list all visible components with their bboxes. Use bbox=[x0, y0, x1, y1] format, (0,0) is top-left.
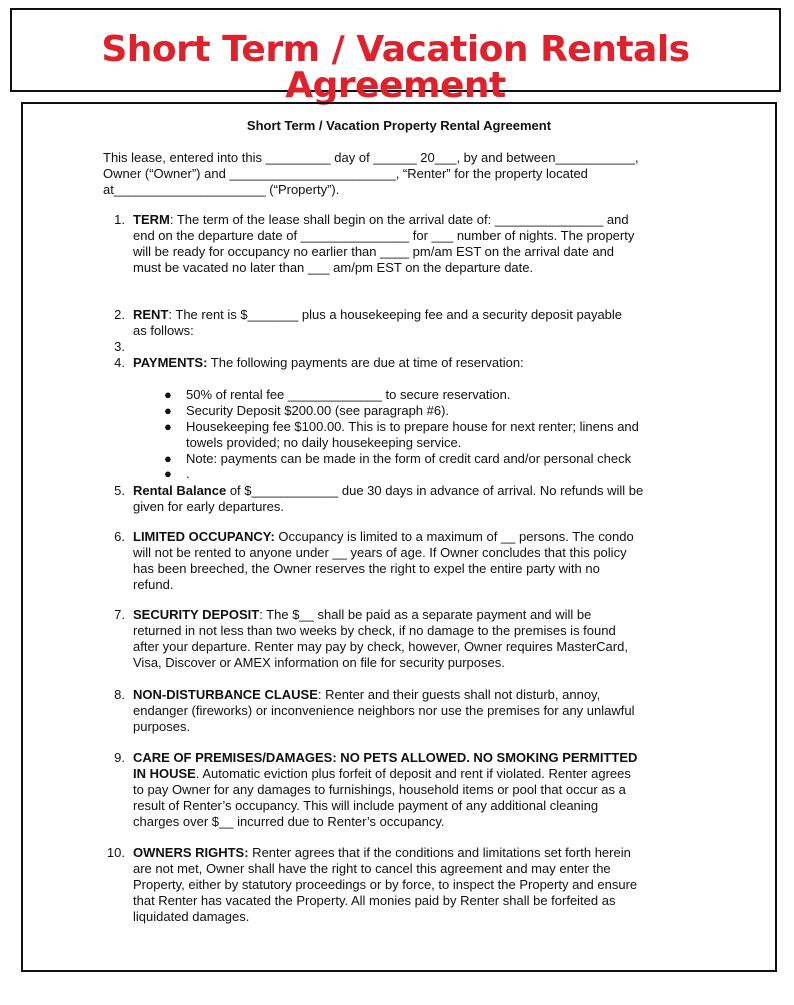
clause-text: Renter agrees that if the conditions and limitations set forth herein bbox=[248, 845, 631, 860]
bullet-text: 50% of rental fee _____________ to secure reservation. bbox=[186, 387, 511, 402]
clause-heading: NON-DISTURBANCE CLAUSE bbox=[133, 687, 318, 702]
clause-text: as follows: bbox=[133, 323, 194, 338]
clause-text: refund. bbox=[133, 577, 174, 592]
clause-text: Property, either by statutory proceedings or by force, to inspect the Property and ensure bbox=[133, 877, 638, 892]
payment-bullet bbox=[164, 403, 684, 419]
clause-number: 9. bbox=[114, 750, 125, 765]
clause-text: purposes. bbox=[133, 719, 191, 734]
clause-number: 2. bbox=[114, 307, 125, 322]
clause-text: . Automatic eviction plus forfeit of deposit and rent if violated. Renter agrees bbox=[195, 766, 631, 781]
clause-heading: PAYMENTS: bbox=[133, 355, 208, 370]
clause-text: that Renter has vacated the Property. All monies paid by Renter shall be forfeited as bbox=[133, 893, 616, 908]
clause-text: to pay Owner for any damages to furnishings, household items or pool that occur as a bbox=[133, 782, 626, 797]
bullet-icon: ● bbox=[164, 419, 172, 434]
banner-title: Short Term / Vacation Rentals Agreement bbox=[101, 29, 690, 106]
clause-number: 6. bbox=[114, 529, 125, 544]
bullet-text: Housekeeping fee $100.00. This is to prepare house for next renter; linens and bbox=[186, 419, 639, 434]
clause-number: 10. bbox=[106, 845, 125, 860]
clause-limited-occupancy bbox=[103, 529, 693, 593]
document-title: Short Term / Vacation Property Rental Agreement bbox=[246, 118, 552, 133]
bullet-text: . bbox=[186, 466, 190, 481]
clause-text: liquidated damages. bbox=[133, 909, 250, 924]
clause-heading-rules: : NO PETS ALLOWED. NO SMOKING PERMITTED bbox=[332, 750, 638, 765]
clause-text: will be ready for occupancy no earlier than ____ pm/am EST on the arrival date and bbox=[133, 244, 615, 259]
payment-bullet bbox=[164, 419, 684, 451]
clause-number: 1. bbox=[114, 212, 125, 227]
clause-rental-balance bbox=[103, 483, 693, 515]
clause-text: : The term of the lease shall begin on the arrival date of: _______________ and bbox=[169, 212, 629, 227]
clause-care-of-premises bbox=[103, 750, 693, 830]
clause-heading: CARE OF PREMISES/DAMAGES bbox=[133, 750, 333, 765]
clause-owners-rights bbox=[103, 845, 693, 925]
payment-bullet bbox=[164, 387, 684, 403]
clause-heading: RENT bbox=[133, 307, 169, 322]
clause-number: 8. bbox=[114, 687, 125, 702]
clause-text: endanger (fireworks) or inconvenience neighbors nor use the premises for any unlawful bbox=[133, 703, 635, 718]
clause-text: of $____________ due 30 days in advance of arrival. No refunds will be bbox=[226, 483, 644, 498]
clause-term bbox=[103, 212, 693, 276]
clause-text: : The $__ shall be paid as a separate payment and will be bbox=[259, 607, 592, 622]
banner bbox=[10, 8, 781, 106]
clause-heading-rules: IN HOUSE bbox=[133, 766, 196, 781]
bullet-icon: ● bbox=[164, 451, 172, 466]
clause-text: returned in not less than two weeks by check, if no damage to the premises is found bbox=[133, 623, 616, 638]
clause-text: The following payments are due at time of reservation: bbox=[207, 355, 524, 370]
clause-text: has been breeched, the Owner reserves the right to expel the entire party with no bbox=[133, 561, 600, 576]
clause-number: 3. bbox=[114, 339, 125, 354]
bullet-icon: ● bbox=[164, 387, 172, 402]
bullet-text: Note: payments can be made in the form of credit card and/or personal check bbox=[186, 451, 632, 466]
clause-number: 7. bbox=[114, 607, 125, 622]
clause-heading: TERM bbox=[133, 212, 170, 227]
clause-text: end on the departure date of _______________ for ___ number of nights. The property bbox=[133, 228, 635, 243]
clause-rent bbox=[103, 307, 693, 339]
bullet-icon: ● bbox=[164, 466, 172, 481]
clause-heading: OWNERS RIGHTS: bbox=[133, 845, 249, 860]
clause-text: : Renter and their guests shall not disturb, annoy, bbox=[317, 687, 601, 702]
intro-paragraph bbox=[103, 150, 693, 198]
clause-text: Visa, Discover or AMEX information on file for security purposes. bbox=[133, 655, 505, 670]
intro-line: at_____________________ (“Property”). bbox=[103, 182, 340, 197]
clause-text: charges over $__ incurred due to Renter’s occupancy. bbox=[133, 814, 445, 829]
clause-text: must be vacated no later than ___ am/pm EST on the departure date. bbox=[133, 260, 534, 275]
clause-heading: SECURITY DEPOSIT bbox=[133, 607, 260, 622]
clause-non-disturbance bbox=[103, 687, 693, 735]
clause-number: 4. bbox=[114, 355, 125, 370]
clause-text: after your departure. Renter may pay by check, however, Owner requires MasterCard, bbox=[133, 639, 628, 654]
intro-line: Owner (“Owner”) and _______________________, “Renter” for the property located bbox=[103, 166, 588, 181]
clause-heading: Rental Balance bbox=[133, 483, 227, 498]
agreement-document bbox=[21, 102, 777, 972]
intro-line: This lease, entered into this _________ day of ______ 20___, by and between___________, bbox=[103, 150, 639, 165]
bullet-text: towels provided; no daily housekeeping service. bbox=[186, 435, 462, 450]
clause-number: 5. bbox=[114, 483, 125, 498]
clause-text: result of Renter’s occupancy. This will include payment of any additional cleaning bbox=[133, 798, 599, 813]
bullet-text: Security Deposit $200.00 (see paragraph #6). bbox=[186, 403, 450, 418]
payment-bullet bbox=[164, 466, 684, 482]
clause-text: will not be rented to anyone under __ years of age. If Owner concludes that this policy bbox=[133, 545, 627, 560]
clause-text: are not met, Owner shall have the right to cancel this agreement and may enter the bbox=[133, 861, 611, 876]
clause-text: Occupancy is limited to a maximum of __ persons. The condo bbox=[274, 529, 634, 544]
clause-payments bbox=[103, 355, 693, 371]
clause-text: given for early departures. bbox=[133, 499, 285, 514]
clause-security-deposit bbox=[103, 607, 693, 671]
payment-bullet bbox=[164, 451, 684, 467]
clause-text: : The rent is $_______ plus a housekeeping fee and a security deposit payable bbox=[168, 307, 623, 322]
bullet-icon: ● bbox=[164, 403, 172, 418]
clause-heading: LIMITED OCCUPANCY: bbox=[133, 529, 275, 544]
